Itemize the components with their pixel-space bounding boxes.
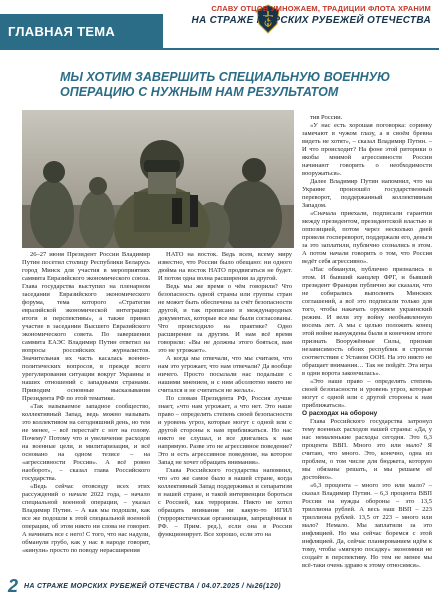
paragraph: «У нас есть хорошая поговорка: соринку замечают в чужом глазу, а в своём бревна видеть не хотят», – сказал Владимир Путин. – И что происходит? На фоне этой риторики о якобы мнимой агрессивности России начинают говорить о необходимости вооружаться».	[302, 122, 432, 177]
masthead	[192, 4, 431, 26]
text-column-3	[302, 114, 432, 571]
paragraph: 26–27 июня Президент России Владимир Путин посетил столицу Республики Беларусь город Минск для участия в мероприятиях саммита Евразийского экономического союза. Глава государства выступил на пленарном заседании Евразийского экономического форума, тема которого «Стратегия евразийской экономической интеграции: итоги и перспективы», а также принял участие в заседании Высшего Евразийского экономического совета. По завершении саммита ЕАЭС Владимир Путин ответил на вопросы российских журналистов. Значительная их часть касалась военно-политических вопросов, в прежде всего урегулирования ситуации вокруг Украины и наших отношений с западными странами. Приводим основные высказывания Президента РФ по этой тематике.	[22, 251, 150, 402]
paragraph: «6,3 процента – много это или мало? – сказал Владимир Путин. – 6,3 процента ВВП России на нужды обороны – это 13,5 триллиона рублей. А весь наш ВВП – 223 триллиона рублей. 13,5 от 223 – много или мало? Немало. Мы заплатили за это инфляцией. Но мы сейчас боремся с этой инфляцией. Да, сейчас планированием идём к тому, чтобы «мягкую посадку» экономики не создаёт в перспективу. Но тем не менее мы всё-таки очень здраво к этому относимся».	[302, 482, 432, 569]
paragraph: «Нас обманули, публично признались в этом. И бывший канцлер ФРГ, и бывший президент Франции публично же сказали, что не собирались выполнять Минских соглашений, а всё это подписали только для того, чтобы накачать оружием украинский режим. И вели эту войну необъявленную восемь лет. А мы с целью положить конец этой войне вынуждены были в конечном итоге признать Вооружённые Силы, признав независимость обоих республик в строгом соответствии с Уставом ООН. На это никто не обращает внимания… Так не пойдёт. Эта игра в одни ворота закончилась».	[302, 266, 432, 377]
paragraph: Ведь мы же время о чём говорили? Что безопасность одной страны или группы стран не может быть обеспечена за счёт безопасности другой, и так прописано в международных документах, которые все мы были согласованы. Что происходило на практике? Одно расширение за другим. И нам всё время говорили: «Вы не должны этого бояться, вам это не угрожает».	[158, 283, 292, 354]
article-headline: МЫ ХОТИМ ЗАВЕРШИТЬ СПЕЦИАЛЬНУЮ ВОЕННУЮ ОПЕРАЦИЮ С НУЖНЫМ НАМ РЕЗУЛЬТАТОМ	[60, 70, 391, 99]
text-column-2	[158, 251, 292, 571]
page-header	[0, 0, 439, 60]
paragraph: НАТО на восток. Ведь всем, всему миру известно, что России было обещано: ни одного дюйма на восток НАТО продвигаться не будет. И потом одна волна расширения за другой.	[158, 251, 292, 282]
article-photo	[22, 110, 294, 248]
paragraph: Глава Российского государства напомнил, что «то же самое было в нашей стране, когда коллективный Запад поддерживал и сепаратизм в нашей стране, и такой интервенции бороться с Россией, как терроризм. Никто не хотел обращать внимания ни какую-то ИГИЛ (террористическая организация, запрещённая в РФ. – Прим. ред.), если она в России функционирует. Все хорошо, если это на	[158, 467, 292, 538]
page-number: 2	[8, 576, 19, 596]
paragraph: По словам Президента РФ, Россия лучше знает, «что нам угрожает, а что нет. Это наше право – определять степень своей безопасности и уровень угроз, которые могут с одной или с другой стороны к нам приближаться. Но нас никто не слушал, и все двигались к нам напрямую. Разве это не агрессивное поведение? Это и есть агрессивное поведение, на которое Запад не хочет обращать внимания».	[158, 395, 292, 466]
paragraph: тив России.	[310, 114, 343, 121]
footer-issue-info: НА СТРАЖЕ МОРСКИХ РУБЕЖЕЙ ОТЕЧЕСТВА / 04.07.2025 / №26(120)	[24, 583, 281, 590]
paragraph: Далее Владимир Путин напомнил, что на Украине произошёл государственный переворот, поддержанный коллективным Западом.	[302, 178, 432, 209]
text-column-1	[22, 251, 150, 571]
paragraph: А когда мы отвечали, что мы считаем, что нам это угрожает, что нам отвечали? Да вообще ничего. Просто посылали нас подальше с нашими мнением, и с ним абсолютно никто не считался и не считаться не желал».	[158, 355, 292, 394]
paragraph: «Сначала приехали, подписали гарантии между президентом, президентской властью и оппозицией, потом через несколько дней провели госпереворот, поддержали его, деньги за это заплатили, публично сознались в этом. А потом начали говорить о том, что Россия ведёт себя агрессивно».	[302, 210, 432, 265]
section-rubric: ГЛАВНАЯ ТЕМА	[0, 14, 163, 50]
masthead-slogan: СЛАВУ ОТЦОВ УМНОЖАЕМ, ТРАДИЦИИ ФЛОТА ХРАНИМ	[211, 4, 431, 13]
newspaper-title: НА СТРАЖЕ МОРСКИХ РУБЕЖЕЙ ОТЕЧЕСТВА	[191, 15, 431, 26]
paragraph: Глава Российского государства затронул тему военных расходов нашей страны: «Да, у нас немаленькие расходы сегодня. Это 6,3 процента ВВП. Много это или мало? Я считаю, что много. Это, конечно, одна из проблем, о том числе для бюджета, которую мы обязаны решать, и мы решаем её достойно».	[302, 418, 432, 481]
section-subheading: О расходах на оборону	[302, 410, 378, 417]
paragraph: «Ведь сейчас отовсюду всех этих рассуждений о начале 2022 года, – начало специальной военной операции, – указал Владимир Путин. – А как мы подошли, как все же подошли к этой специальной военной операции, об этом никто ни слова не говорит. А начинать все с него! С того, что нас надули, обманули грубо, как у нас в народе говорят, «кинули» просто по поводу нерасширения	[22, 483, 150, 554]
paragraph: «Так называемое западное сообщество, коллективный Запад, ведь можно называть это коллективом на сегодняшний день, но тем не менее, – всё перестаёт с нот на голову. Почему? Потому что и увеличение расходов на военные цели, и милитаризация, и всё основано на одном тезисе – на «агрессивности России». А всё ровно наоборот», – сказал глава Российского государства.	[22, 403, 150, 482]
paragraph: «Это наше право – определять степень своей безопасности и уровень угроз, которые могут с одной или с другой стороны к нам приближаться».	[302, 378, 432, 409]
page-footer	[0, 570, 439, 600]
header-rule	[163, 48, 439, 50]
